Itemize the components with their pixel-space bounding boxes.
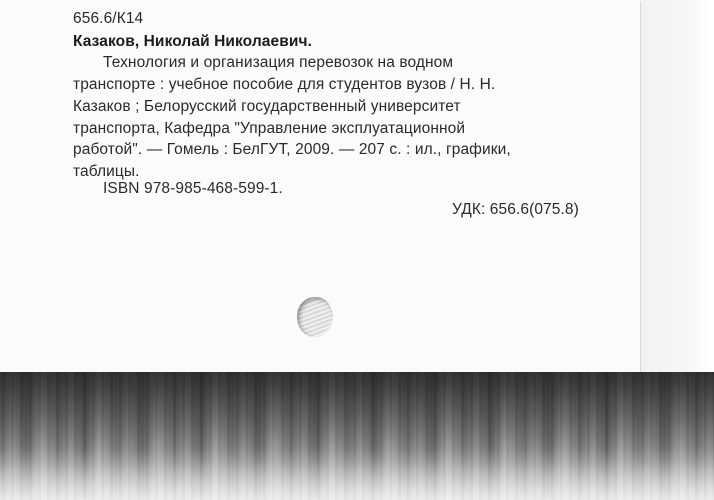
description-line: транспорта, Кафедра "Управление эксплуатационной bbox=[73, 120, 466, 137]
card-punch-hole bbox=[297, 297, 333, 337]
author-heading: Казаков, Николай Николаевич. bbox=[73, 33, 313, 50]
udc-code: УДК: 656.6(075.8) bbox=[452, 201, 579, 218]
scanner-bed-shading bbox=[0, 372, 714, 500]
description-line: Казаков ; Белорусский государственный университет bbox=[73, 98, 461, 115]
scanner-background bbox=[640, 0, 714, 390]
isbn: ISBN 978-985-468-599-1. bbox=[103, 180, 283, 197]
description-line: Технология и организация перевозок на водном bbox=[103, 54, 454, 71]
call-number: 656.6/К14 bbox=[73, 10, 144, 27]
description-line: транспорте : учебное пособие для студентов вузов / Н. Н. bbox=[73, 76, 496, 93]
description-line: работой". — Гомель : БелГУТ, 2009. — 207 с. : ил., графики, bbox=[73, 141, 511, 158]
description-line: таблицы. bbox=[73, 163, 140, 180]
